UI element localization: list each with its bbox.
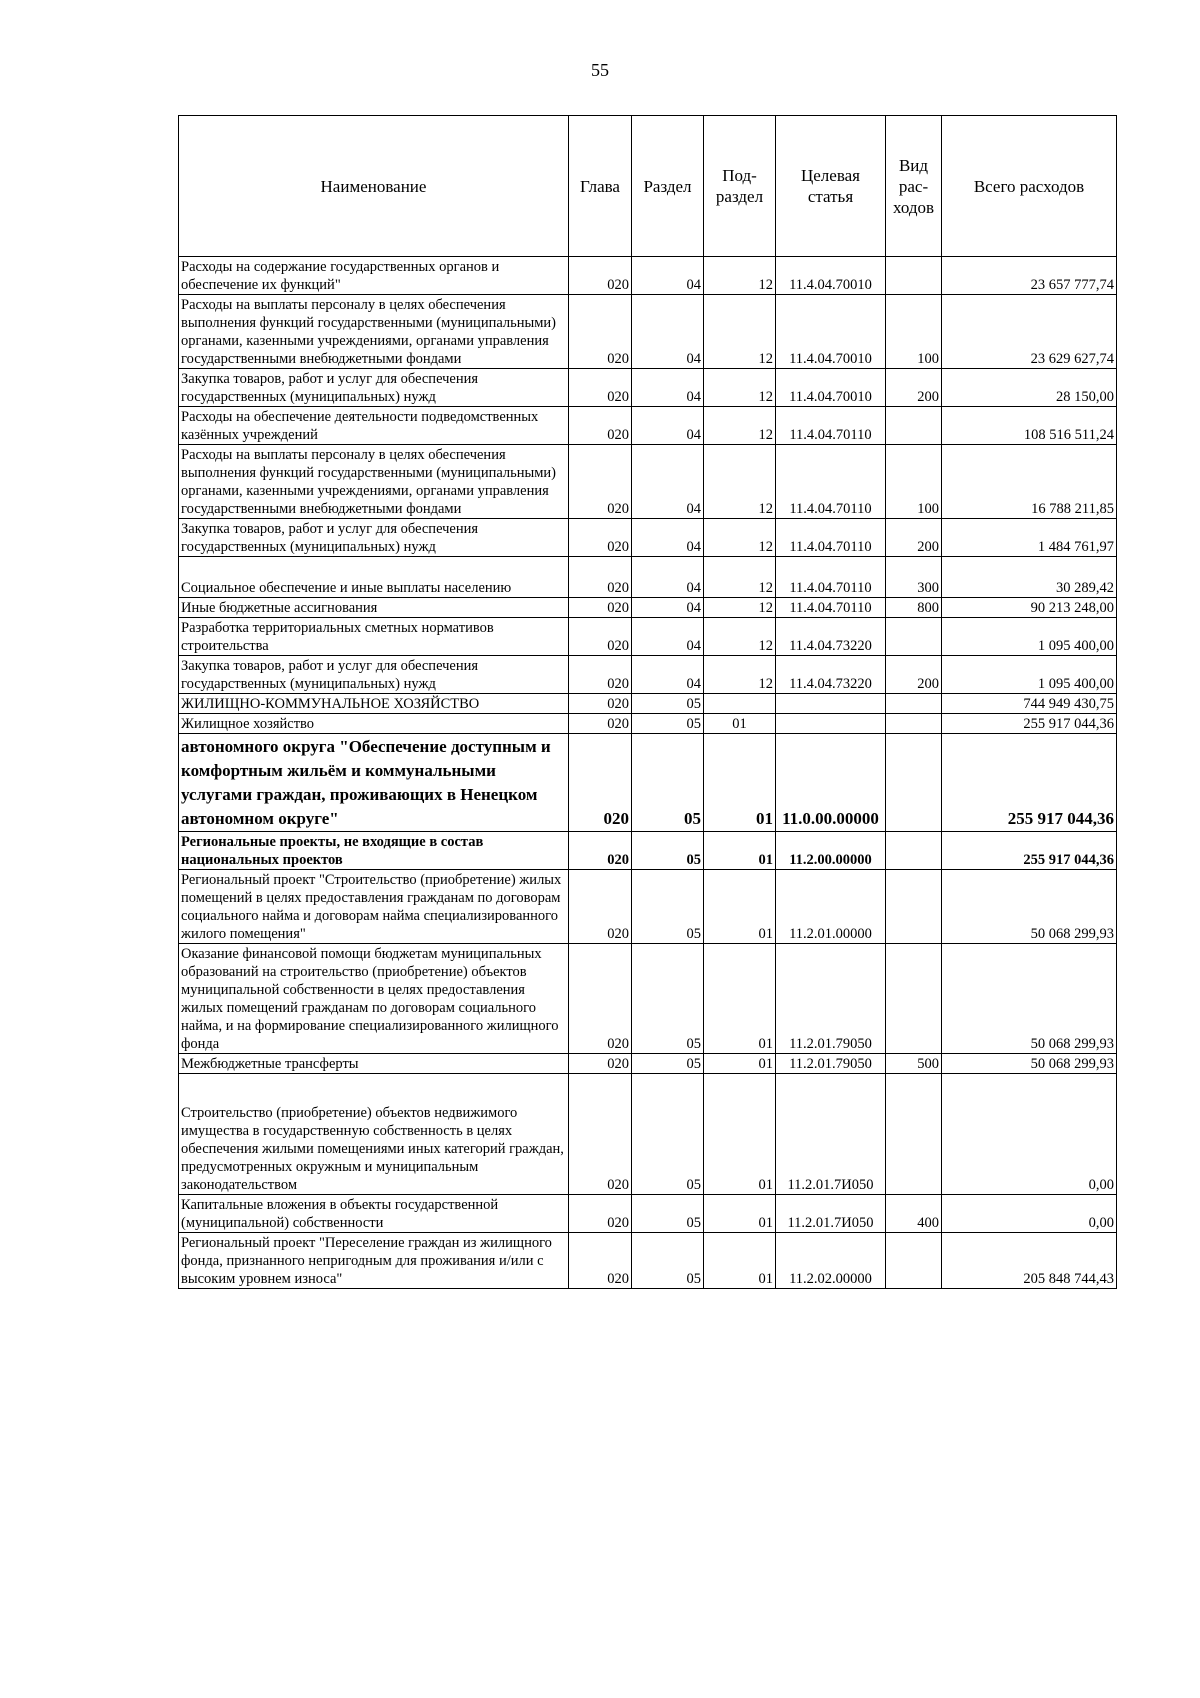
row-statya: 11.4.04.70010 <box>776 295 886 369</box>
row-podrazdel: 01 <box>704 1074 776 1195</box>
row-podrazdel: 01 <box>704 870 776 944</box>
table-row <box>179 257 1117 295</box>
row-razdel: 05 <box>632 694 704 714</box>
table-row <box>179 407 1117 445</box>
row-razdel: 04 <box>632 557 704 598</box>
row-total: 50 068 299,93 <box>942 944 1117 1054</box>
row-statya <box>776 714 886 734</box>
row-statya: 11.4.04.70110 <box>776 407 886 445</box>
row-glava: 020 <box>569 407 632 445</box>
row-total: 1 484 761,97 <box>942 519 1117 557</box>
row-statya: 11.4.04.70110 <box>776 557 886 598</box>
row-razdel: 04 <box>632 656 704 694</box>
row-glava: 020 <box>569 944 632 1054</box>
row-statya: 11.4.04.70110 <box>776 445 886 519</box>
row-statya: 11.2.01.7И050 <box>776 1074 886 1195</box>
row-statya: 11.2.01.00000 <box>776 870 886 944</box>
row-glava: 020 <box>569 656 632 694</box>
row-glava: 020 <box>569 714 632 734</box>
row-name: Социальное обеспечение и иные выплаты населению <box>179 557 569 598</box>
row-vid: 200 <box>886 656 942 694</box>
row-podrazdel: 12 <box>704 618 776 656</box>
row-vid: 200 <box>886 519 942 557</box>
header-podrazdel: Под-раздел <box>704 116 776 257</box>
row-glava: 020 <box>569 694 632 714</box>
row-total: 0,00 <box>942 1195 1117 1233</box>
row-name: Расходы на обеспечение деятельности подведомственных казённых учреждений <box>179 407 569 445</box>
row-vid <box>886 257 942 295</box>
row-statya: 11.4.04.70010 <box>776 369 886 407</box>
row-statya: 11.2.02.00000 <box>776 1233 886 1289</box>
table-row <box>179 656 1117 694</box>
table-row <box>179 557 1117 598</box>
table-row <box>179 1074 1117 1195</box>
row-vid <box>886 870 942 944</box>
row-podrazdel <box>704 694 776 714</box>
row-razdel: 05 <box>632 1054 704 1074</box>
row-razdel: 05 <box>632 734 704 832</box>
row-total: 255 917 044,36 <box>942 734 1117 832</box>
table-row <box>179 598 1117 618</box>
row-name: Межбюджетные трансферты <box>179 1054 569 1074</box>
row-total: 50 068 299,93 <box>942 870 1117 944</box>
row-glava: 020 <box>569 618 632 656</box>
table-row <box>179 944 1117 1054</box>
row-vid <box>886 734 942 832</box>
row-name: Региональный проект "Строительство (приобретение) жилых помещений в целях предоставления гражданам по договорам социального найма и договорам найма специализированного жилого помещения" <box>179 870 569 944</box>
row-glava: 020 <box>569 1233 632 1289</box>
row-vid: 800 <box>886 598 942 618</box>
table-row <box>179 369 1117 407</box>
header-name: Наименование <box>179 116 569 257</box>
row-name: Расходы на содержание государственных органов и обеспечение их функций" <box>179 257 569 295</box>
row-podrazdel: 12 <box>704 557 776 598</box>
row-razdel: 04 <box>632 369 704 407</box>
row-name: Закупка товаров, работ и услуг для обеспечения государственных (муниципальных) нужд <box>179 519 569 557</box>
table-row <box>179 1195 1117 1233</box>
row-vid <box>886 1233 942 1289</box>
table-row <box>179 734 1117 832</box>
row-vid <box>886 618 942 656</box>
row-glava: 020 <box>569 832 632 870</box>
row-vid: 100 <box>886 445 942 519</box>
row-podrazdel: 01 <box>704 944 776 1054</box>
row-glava: 020 <box>569 734 632 832</box>
row-podrazdel: 12 <box>704 519 776 557</box>
row-vid <box>886 944 942 1054</box>
row-razdel: 04 <box>632 519 704 557</box>
row-glava: 020 <box>569 519 632 557</box>
row-podrazdel: 01 <box>704 1195 776 1233</box>
table-row <box>179 618 1117 656</box>
row-vid <box>886 694 942 714</box>
table-row <box>179 832 1117 870</box>
row-vid: 400 <box>886 1195 942 1233</box>
row-razdel: 05 <box>632 714 704 734</box>
table-header-row <box>179 116 1117 257</box>
row-glava: 020 <box>569 870 632 944</box>
row-razdel: 05 <box>632 1195 704 1233</box>
row-statya: 11.2.00.00000 <box>776 832 886 870</box>
row-name: ЖИЛИЩНО-КОММУНАЛЬНОЕ ХОЗЯЙСТВО <box>179 694 569 714</box>
row-podrazdel: 12 <box>704 257 776 295</box>
row-total: 16 788 211,85 <box>942 445 1117 519</box>
row-razdel: 04 <box>632 618 704 656</box>
row-glava: 020 <box>569 1074 632 1195</box>
table-row <box>179 1233 1117 1289</box>
row-total: 205 848 744,43 <box>942 1233 1117 1289</box>
row-name: Строительство (приобретение) объектов недвижимого имущества в государственную собственность в целях обеспечения жилыми помещениями иных категорий граждан, предусмотренных окружным и муниципальным законодательством <box>179 1074 569 1195</box>
table-row <box>179 445 1117 519</box>
row-name: Закупка товаров, работ и услуг для обеспечения государственных (муниципальных) нужд <box>179 369 569 407</box>
header-razdel: Раздел <box>632 116 704 257</box>
row-podrazdel: 12 <box>704 295 776 369</box>
row-name: Региональный проект "Переселение граждан из жилищного фонда, признанного непригодным для проживания и/или с высоким уровнем износа" <box>179 1233 569 1289</box>
row-podrazdel: 01 <box>704 832 776 870</box>
row-podrazdel: 12 <box>704 656 776 694</box>
row-glava: 020 <box>569 445 632 519</box>
table-row <box>179 694 1117 714</box>
row-vid: 200 <box>886 369 942 407</box>
row-total: 0,00 <box>942 1074 1117 1195</box>
row-vid <box>886 407 942 445</box>
row-razdel: 05 <box>632 944 704 1054</box>
row-total: 255 917 044,36 <box>942 714 1117 734</box>
row-total: 255 917 044,36 <box>942 832 1117 870</box>
row-name: автономного округа "Обеспечение доступным и комфортным жильём и коммунальными услугами граждан, проживающих в Ненецком автономном округе" <box>179 734 569 832</box>
row-razdel: 05 <box>632 1233 704 1289</box>
header-total: Всего расходов <box>942 116 1117 257</box>
row-name: Расходы на выплаты персоналу в целях обеспечения выполнения функций государственными (муниципальными) органами, казенными учреждениями, органами управления государственными внебюджетными фондами <box>179 295 569 369</box>
row-total: 1 095 400,00 <box>942 656 1117 694</box>
row-razdel: 04 <box>632 257 704 295</box>
table-row <box>179 519 1117 557</box>
row-glava: 020 <box>569 257 632 295</box>
row-name: Жилищное хозяйство <box>179 714 569 734</box>
row-name: Иные бюджетные ассигнования <box>179 598 569 618</box>
row-razdel: 04 <box>632 445 704 519</box>
row-glava: 020 <box>569 295 632 369</box>
row-vid <box>886 1074 942 1195</box>
row-name: Закупка товаров, работ и услуг для обеспечения государственных (муниципальных) нужд <box>179 656 569 694</box>
row-total: 1 095 400,00 <box>942 618 1117 656</box>
table-row <box>179 870 1117 944</box>
row-glava: 020 <box>569 369 632 407</box>
row-total: 744 949 430,75 <box>942 694 1117 714</box>
row-vid <box>886 832 942 870</box>
row-podrazdel: 12 <box>704 369 776 407</box>
header-glava: Глава <box>569 116 632 257</box>
row-name: Разработка территориальных сметных нормативов строительства <box>179 618 569 656</box>
row-razdel: 05 <box>632 870 704 944</box>
row-podrazdel: 01 <box>704 1233 776 1289</box>
row-statya: 11.2.01.79050 <box>776 944 886 1054</box>
row-razdel: 04 <box>632 407 704 445</box>
row-podrazdel: 01 <box>704 1054 776 1074</box>
row-razdel: 04 <box>632 295 704 369</box>
row-podrazdel: 12 <box>704 598 776 618</box>
row-vid: 500 <box>886 1054 942 1074</box>
row-total: 50 068 299,93 <box>942 1054 1117 1074</box>
row-podrazdel: 01 <box>704 714 776 734</box>
table-row <box>179 1054 1117 1074</box>
row-name: Региональные проекты, не входящие в состав национальных проектов <box>179 832 569 870</box>
row-name: Оказание финансовой помощи бюджетам муниципальных образований на строительство (приобретение) объектов муниципальной собственности в целях предоставления жилых помещений гражданам по договорам социального найма, и на формирование специализированного жилищного фонда <box>179 944 569 1054</box>
row-podrazdel: 01 <box>704 734 776 832</box>
row-statya: 11.4.04.70110 <box>776 598 886 618</box>
row-name: Расходы на выплаты персоналу в целях обеспечения выполнения функций государственными (муниципальными) органами, казенными учреждениями, органами управления государственными внебюджетными фондами <box>179 445 569 519</box>
row-statya: 11.4.04.73220 <box>776 656 886 694</box>
header-statya: Целевая статья <box>776 116 886 257</box>
row-vid: 100 <box>886 295 942 369</box>
row-total: 108 516 511,24 <box>942 407 1117 445</box>
row-statya: 11.4.04.70010 <box>776 257 886 295</box>
row-total: 90 213 248,00 <box>942 598 1117 618</box>
header-vid: Вид рас-ходов <box>886 116 942 257</box>
row-razdel: 04 <box>632 598 704 618</box>
row-statya <box>776 694 886 714</box>
row-glava: 020 <box>569 1195 632 1233</box>
row-glava: 020 <box>569 1054 632 1074</box>
row-statya: 11.2.01.79050 <box>776 1054 886 1074</box>
row-razdel: 05 <box>632 1074 704 1195</box>
row-vid <box>886 714 942 734</box>
row-total: 30 289,42 <box>942 557 1117 598</box>
row-statya: 11.0.00.00000 <box>776 734 886 832</box>
row-vid: 300 <box>886 557 942 598</box>
row-razdel: 05 <box>632 832 704 870</box>
row-podrazdel: 12 <box>704 407 776 445</box>
row-total: 23 657 777,74 <box>942 257 1117 295</box>
table-row <box>179 295 1117 369</box>
row-statya: 11.4.04.73220 <box>776 618 886 656</box>
row-statya: 11.4.04.70110 <box>776 519 886 557</box>
row-glava: 020 <box>569 598 632 618</box>
table-row <box>179 714 1117 734</box>
page-number: 55 <box>591 60 609 80</box>
row-total: 28 150,00 <box>942 369 1117 407</box>
row-total: 23 629 627,74 <box>942 295 1117 369</box>
row-statya: 11.2.01.7И050 <box>776 1195 886 1233</box>
budget-table <box>178 115 1117 1289</box>
row-name: Капитальные вложения в объекты государственной (муниципальной) собственности <box>179 1195 569 1233</box>
row-podrazdel: 12 <box>704 445 776 519</box>
row-glava: 020 <box>569 557 632 598</box>
